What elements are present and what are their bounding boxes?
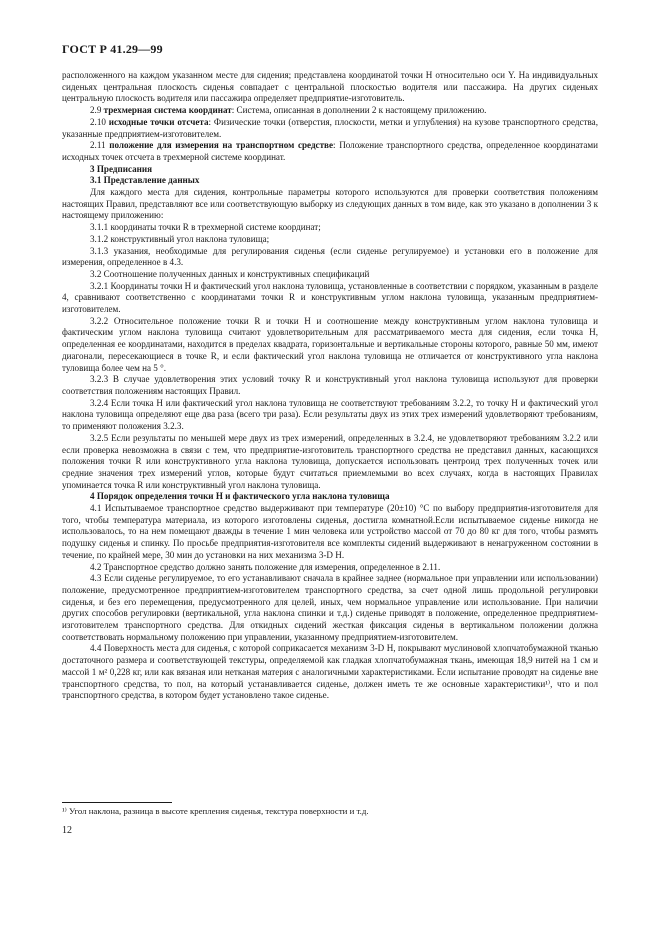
definition: : Положение транспортного средства, определенное координатами исходных точек отсчета в трехмерной системе координат.: [62, 140, 598, 162]
section-heading-3-1: [62, 175, 598, 187]
term: исходные точки отсчета: [108, 116, 209, 127]
paragraph: 3.1.1 координаты точки R в трехмерной системе координат;: [90, 222, 321, 233]
paragraph-2-9: [62, 105, 598, 117]
paragraph: 3.2.1 Координаты точки H и фактический угол наклона туловища, установленные в соответствии с порядком, указанным в разделе 4, сравнивают соответственно с координатами точки R и конструктивным углом наклона туловища, указанным предприятием-изготовителем.: [62, 280, 598, 315]
clause-number: 2.11: [90, 140, 106, 151]
paragraph: 3.2 Соотношение полученных данных и конструктивных спецификаций: [90, 268, 370, 279]
paragraph: 3.2.2 Относительное положение точки R и точки H и соотношение между конструктивным углом наклона туловища и фактическим углом наклона туловища считают удовлетворительным для рассматриваемого места для сидения, если точка H, определенная ее координатами, находится в пределах квадрата, горизонтальные и вертикальные стороны которого, равные 50 мм, имеют диагонали, пересекающиеся в точке R, и если фактический угол наклона туловища не отличается от конструктивного угла наклона туловища более чем на 5 °.: [62, 315, 598, 373]
definition: : Физические точки (отверстия, плоскости, метки и углубления) на кузове транспортного средства, указанные предприятием-изготовителем.: [62, 116, 598, 139]
heading: 4 Порядок определения точки H и фактического угла наклона туловища: [90, 491, 390, 502]
heading: 3.1 Представление данных: [90, 175, 200, 186]
clause-number: 2.10: [90, 116, 106, 127]
paragraph-2-11: [62, 140, 598, 163]
footnote: ¹⁾ Угол наклона, разница в высоте крепления сиденья, текстура поверхности и т.д.: [62, 806, 369, 816]
paragraph-2-10: [62, 117, 598, 140]
paragraph: 3.2.5 Если результаты по меньшей мере двух из трех измерений, определенных в 3.2.4, не удовлетворяют требованиям 3.2.2 или если проверка невозможна в связи с тем, что предприятие-изготовитель транспортного средства не представил данных, касающихся положения точки R или конструктивного угла наклона туловища, допускается использовать центроид трех полученных точек или средние значения трех измерений углов, которые будут считаться приемлемыми во всех случаях, когда в настоящих Правилах упоминается точка R или конструктивный угол наклона туловища.: [62, 432, 598, 490]
paragraph: 3.2.4 Если точка H или фактический угол наклона туловища не соответствуют требованиям 3.2.2, то точку H и фактический угол наклона туловища определяют еще два раза (всего три раза). Если результаты двух из этих трех измерений удовлетворяют требованиям, то применяют положения 3.2.3.: [62, 397, 598, 432]
page-header: ГОСТ Р 41.29—99: [62, 42, 163, 56]
section-heading-4: [62, 491, 598, 503]
section-heading-3: [62, 164, 598, 176]
footnote-rule: [62, 802, 172, 803]
paragraph: расположенного на каждом указанном месте для сидения; представлена координатой точки H относительно оси Y. На индивидуальных сиденьях центральная плоскость сиденья совпадает с центральной плоскостью водителя или пассажира. На других сиденьях центральную плоскость водителя или пассажира определяет предприятие-изготовитель.: [62, 70, 598, 104]
paragraph: Для каждого места для сидения, контрольные параметры которого используются для проверки соответствия положениям настоящих Правил, представляют все или соответствующую выборку из следующих данных в том виде, как это указано в дополнении 3 к настоящему приложению:: [62, 187, 598, 221]
paragraph: 4.4 Поверхность места для сиденья, с которой соприкасается механизм 3-D H, покрывают муслиновой хлопчатобумажной тканью достаточного размера и соответствующей текстуры, определяемой как гладкая хлопчатобумажная ткань, имеющая 18,9 нитей на 1 см и массой 1 м² 0,228 кг, или как вязаная или нетканая материя с аналогичными характеристиками. Если испытание проводят на сиденье вне транспортного средства, то пол, на который устанавливается сиденье, должен иметь те же основные характеристики¹⁾, что и пол транспортного средства, в котором будет установлено такое сиденье.: [62, 643, 598, 701]
term: трехмерная система координат: [103, 105, 232, 116]
page-number: 12: [62, 825, 72, 836]
paragraph: 4.1 Испытываемое транспортное средство выдерживают при температуре (20±10) °С по выбору предприятия-изготовителя для того, чтобы температура материала, из которого изготовлены сиденья, достигла комнатной.Если испытываемое сиденье никогда не использовалось, то на нем помещают дважды в течение 1 мин человека или устройство массой от 70 до 80 кг для того, чтобы размять подушку сиденья и спинку. По просьбе предприятия-изготовителя все комплекты сидений выдерживают в ненагруженном состоянии в течение, по крайней мере, 30 мин до установки на них механизма 3-D H.: [62, 503, 598, 560]
paragraph: 4.3 Если сиденье регулируемое, то его устанавливают сначала в крайнее заднее (нормальное при управлении или использовании) положение, предусмотренное предприятием-изготовителем транспортного средства, за счет одной лишь продольной регулировки сиденья, и без его перемещения, предусмотренного для целей, иных, чем нормальное управление или использование. При наличии других способов регулировки (вертикальной, угла наклона спинки и т.д.) сиденье приводят в положение, определенное предприятием-изготовителем транспортного средства. Для откидных сидений жесткая фиксация сиденья в вертикальном положении должна соответствовать нормальному положению при управлении, указанному предприятием-изготовителем.: [62, 573, 598, 642]
body-text: [62, 70, 598, 702]
term: положение для измерения на транспортном средстве: [109, 140, 334, 151]
heading: 3 Предписания: [90, 163, 153, 174]
paragraph: 3.1.3 указания, необходимые для регулирования сиденья (если сиденье регулируемое) и установки его в положение для измерения, определенное в 4.3.: [62, 245, 598, 268]
definition: : Система, описанная в дополнении 2 к настоящему приложению.: [231, 105, 487, 116]
paragraph: 4.2 Транспортное средство должно занять положение для измерения, определенное в 2.11.: [90, 561, 441, 572]
paragraph: 3.1.2 конструктивный угол наклона туловища;: [90, 233, 270, 244]
clause-number: 2.9: [90, 105, 102, 116]
paragraph: 3.2.3 В случае удовлетворения этих условий точку R и конструктивный угол наклона туловища используют для проверки соответствия положениям настоящих Правил.: [62, 374, 598, 396]
